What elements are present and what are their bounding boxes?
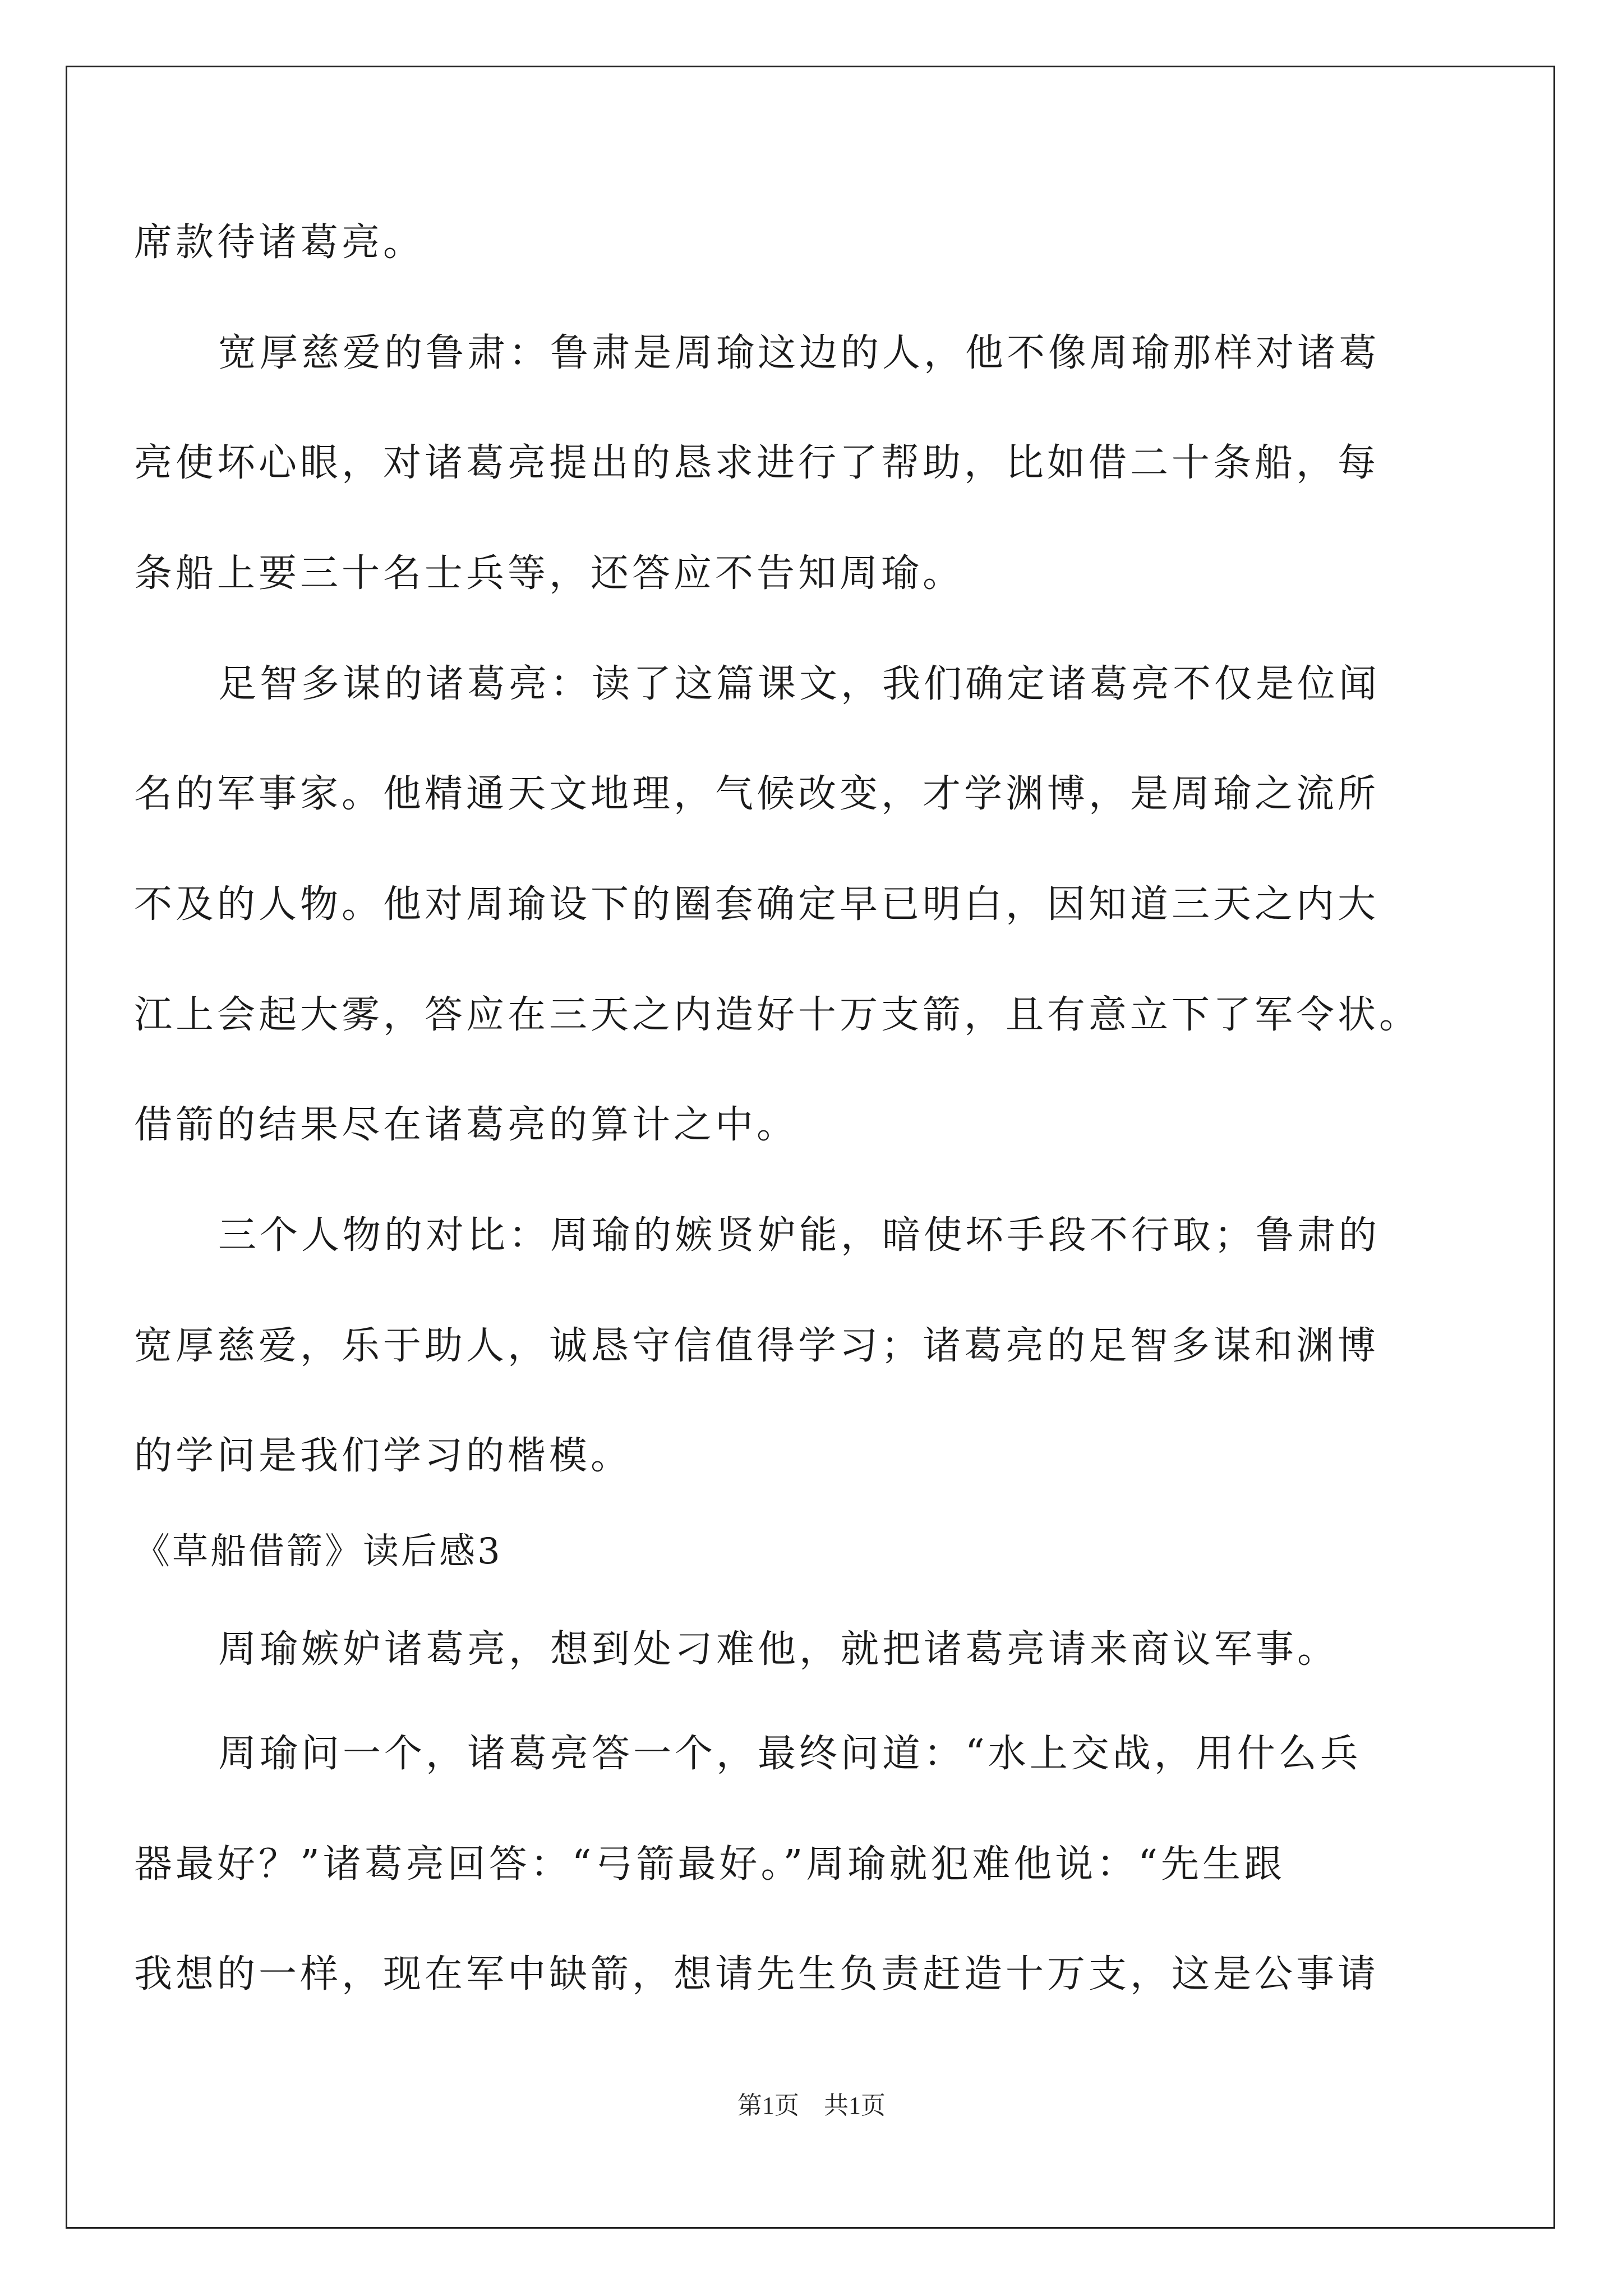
section-heading: 《草船借箭》读后感3 (134, 1531, 502, 1572)
paragraph-line: 宽厚慈爱，乐于助人，诚恳守信值得学习；诸葛亮的足智多谋和渊博 (134, 1324, 1380, 1368)
paragraph-line: 不及的人物。他对周瑜设下的圈套确定早已明白，因知道三天之内大 (134, 882, 1380, 927)
paragraph-line: 宽厚慈爱的鲁肃：鲁肃是周瑜这边的人，他不像周瑜那样对诸葛 (218, 331, 1381, 375)
page-footer: 第1页 共1页 (737, 2092, 886, 2119)
paragraph-line: 亮使坏心眼，对诸葛亮提出的恳求进行了帮助，比如借二十条船，每 (134, 441, 1380, 485)
paragraph-line: 席款待诸葛亮。 (134, 220, 425, 265)
paragraph-line: 的学问是我们学习的楷模。 (134, 1434, 633, 1478)
paragraph-line: 我想的一样，现在军中缺箭，想请先生负责赶造十万支，这是公事请 (134, 1952, 1380, 1996)
paragraph-line: 三个人物的对比：周瑜的嫉贤妒能，暗使坏手段不行取；鲁肃的 (218, 1213, 1381, 1258)
paragraph-line: 周瑜问一个，诸葛亮答一个，最终问道：“水上交战，用什么兵 (218, 1732, 1362, 1776)
paragraph-line: 足智多谋的诸葛亮：读了这篇课文，我们确定诸葛亮不仅是位闻 (218, 662, 1381, 706)
paragraph-line: 周瑜嫉妒诸葛亮，想到处刁难他，就把诸葛亮请来商议军事。 (218, 1627, 1339, 1672)
paragraph-line: 器最好？”诸葛亮回答：“弓箭最好。”周瑜就犯难他说：“先生跟 (134, 1842, 1286, 1887)
paragraph-line: 借箭的结果尽在诸葛亮的算计之中。 (134, 1103, 799, 1147)
paragraph-line: 江上会起大雾，答应在三天之内造好十万支箭，且有意立下了军令状。 (134, 993, 1421, 1037)
paragraph-line: 名的军事家。他精通天文地理，气候改变，才学渊博，是周瑜之流所 (134, 772, 1380, 816)
paragraph-line: 条船上要三十名士兵等，还答应不告知周瑜。 (134, 551, 965, 596)
